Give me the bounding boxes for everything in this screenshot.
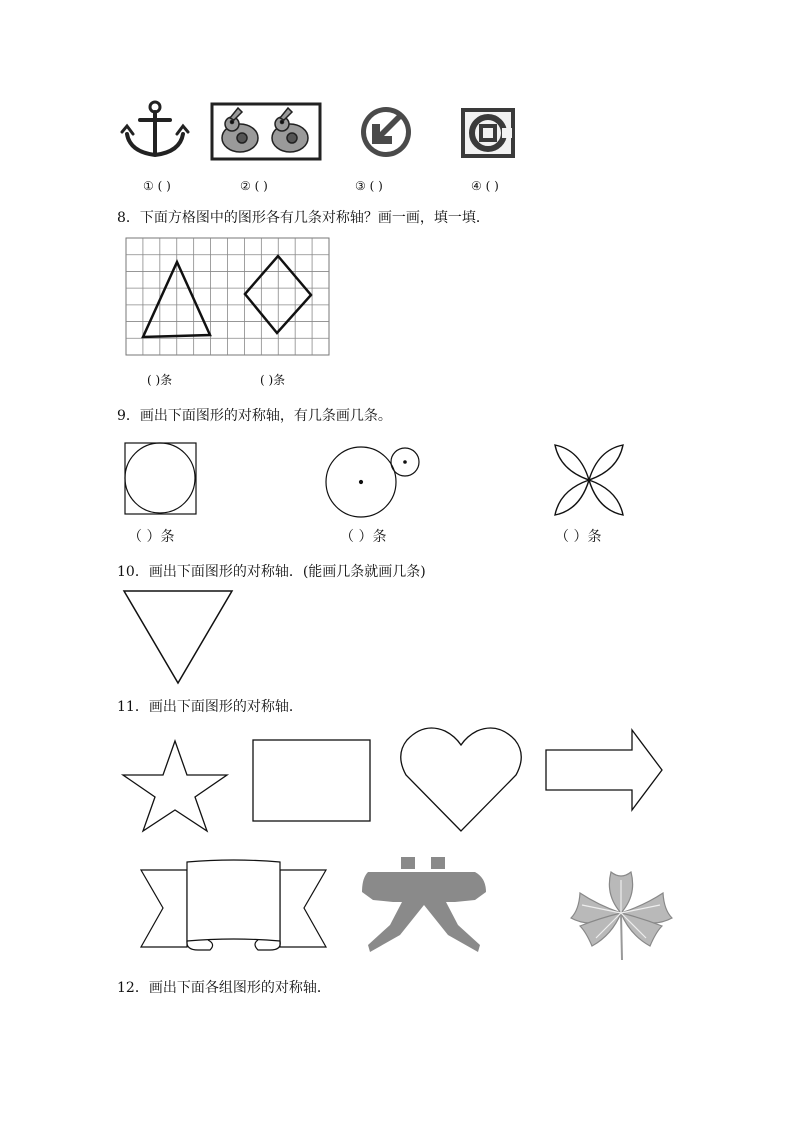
q10-title: 10．画出下面图形的对称轴．(能画几条就画几条) [117,564,426,580]
arrow-circle-icon [361,107,411,157]
heart-shape [401,728,522,831]
q7-label-2: ② ( ) [240,179,268,193]
q11-title: 11．画出下面图形的对称轴． [117,699,303,715]
star-shape [123,741,227,831]
q8-title: 8．下面方格图中的图形各有几条对称轴？画一画，填一填． [117,210,490,226]
q9-answer-1: （ ）条 [128,529,175,545]
q9-title: 9．画出下面图形的对称轴，有几条画几条。 [117,408,392,424]
q9-answer-2: （ ）条 [340,529,387,545]
ribbon-banner [141,860,326,950]
rectangle-shape [253,740,370,821]
anchor-icon [122,102,188,155]
bank-logo-icon [461,108,515,158]
q12-title: 12．画出下面各组图形的对称轴． [117,980,331,996]
q7-label-3: ③ ( ) [355,179,383,193]
q9-answer-3: （ ）条 [555,529,602,545]
two-circles [326,447,419,517]
four-petal-flower [555,445,623,515]
inverted-triangle [124,591,232,683]
circle-in-square [125,443,196,514]
q8-answer-1: ( )条 [147,373,173,387]
q7-label-1: ① ( ) [143,179,171,193]
rabbits-picture [212,104,320,159]
q8-answer-2: ( )条 [260,373,286,387]
q7-label-4: ④ ( ) [471,179,499,193]
leaf-shape [571,872,672,960]
airplane-kite-silhouette [362,857,486,952]
arrow-shape [546,730,662,810]
